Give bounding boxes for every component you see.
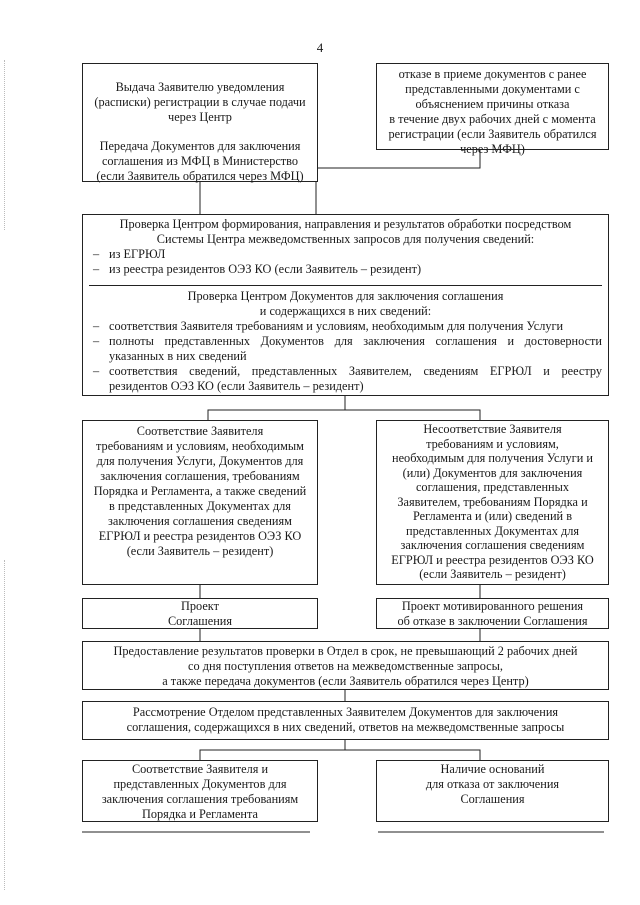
results-transfer-box: [82, 641, 609, 690]
noncompliance-line: соглашения, представленных: [415, 480, 570, 494]
refusal-notice-line-5: регистрации (если Заявитель обратился: [388, 127, 597, 141]
compliance-line: ЕГРЮЛ и реестра резидентов ОЭЗ КО: [98, 529, 302, 543]
compliance-line: в представленных Документах для: [109, 499, 291, 513]
notification-line-3: через Центр: [168, 110, 232, 124]
compliance-line: заключения соглашения, требованиям: [100, 469, 300, 483]
noncompliance-line: требованиям и условиям,: [426, 436, 559, 451]
margin-dots-top: [4, 60, 7, 230]
refusal-notice-line-1: отказе в приеме документов с ранее: [398, 67, 587, 81]
final-compliance-line: представленных Документов для: [113, 777, 287, 791]
documents-title-1: Проверка Центром Документов для заключения соглашения: [187, 289, 504, 303]
results-line-2: со дня поступления ответов на межведомственные запросы,: [188, 659, 503, 673]
noncompliance-line: ЕГРЮЛ и реестра резидентов ОЭЗ КО: [391, 552, 594, 567]
transfer-line-1: Передача Документов для заключения: [99, 139, 301, 153]
transfer-line-3: (если Заявитель обратился через МФЦ): [96, 169, 304, 183]
draft-refusal-line-1: Проект мотивированного решения: [401, 599, 584, 613]
margin-dots-bottom: [4, 560, 7, 890]
draft-agreement-line-1: Проект: [181, 599, 219, 613]
registry-list: [89, 247, 602, 277]
results-line-3: а также передача документов (если Заявитель обратился через Центр): [162, 674, 529, 688]
noncompliance-line: (или) Документов для заключения: [402, 465, 583, 480]
noncompliance-box: [376, 420, 609, 585]
connector-final-split: [200, 750, 480, 760]
registry-item: – из реестра резидентов ОЭЗ КО (если Заявитель – резидент): [89, 262, 602, 277]
compliance-line: заключения соглашения сведениям: [108, 514, 292, 528]
refusal-notice-line-2: представленными документами с: [405, 82, 580, 96]
department-review-box: [82, 701, 609, 740]
documents-check-list: [89, 319, 602, 394]
compliance-line: (если Заявитель – резидент): [126, 544, 274, 558]
refusal-notice-line-4: в течение двух рабочих дней с момента: [389, 112, 596, 126]
noncompliance-line: Несоответствие Заявителя: [423, 422, 562, 436]
draft-refusal-line-2: об отказе в заключении Соглашения: [397, 614, 588, 628]
draft-agreement-line-2: Соглашения: [167, 614, 233, 628]
verification-box: [82, 214, 609, 396]
notification-line-1: Выдача Заявителю уведомления: [115, 80, 285, 94]
documents-check-item: – полноты представленных Документов для заключения соглашения и достоверности указанных в них сведений: [89, 334, 602, 364]
refusal-grounds-line: Наличие оснований: [440, 762, 545, 776]
verification-title-1: Проверка Центром формирования, направления и результатов обработки посредством: [119, 217, 572, 231]
review-line-2: соглашения, содержащихся в них сведений, ответов на межведомственные запросы: [126, 720, 565, 734]
verification-divider: [89, 285, 602, 286]
draft-agreement-box: [82, 598, 318, 629]
final-compliance-box: [82, 760, 318, 822]
compliance-line: для получения Услуги, Документов для: [96, 454, 304, 468]
results-line-1: Предоставление результатов проверки в Отдел в срок, не превышающий 2 рабочих дней: [113, 644, 578, 658]
transfer-line-2: соглашения из МФЦ в Министерство: [101, 154, 299, 168]
refusal-notice-box: [376, 63, 609, 156]
notification-transfer-box: [82, 63, 318, 182]
refusal-grounds-line: для отказа от заключения: [425, 777, 560, 791]
refusal-notice-line-3: объяснением причины отказа: [415, 97, 570, 111]
documents-title-2: и содержащихся в них сведений:: [259, 304, 432, 318]
noncompliance-line: Регламента и (или) сведений в: [412, 509, 573, 523]
notification-line-2: (расписки) регистрации в случае подачи: [94, 95, 306, 109]
final-compliance-line: Порядка и Регламента: [141, 807, 258, 821]
noncompliance-line: заключения соглашения сведениям: [400, 538, 585, 552]
refusal-grounds-box: [376, 760, 609, 822]
verification-title-2: Системы Центра межведомственных запросов для получения сведений:: [156, 232, 535, 246]
compliance-box: [82, 420, 318, 585]
noncompliance-line: Заявителем, требованиям Порядка и: [397, 494, 588, 509]
noncompliance-line: представленных Документах для: [405, 523, 579, 538]
refusal-notice-line-6: через МФЦ): [460, 142, 525, 156]
registry-item: – из ЕГРЮЛ: [89, 247, 602, 262]
final-compliance-line: заключения соглашения требованиям: [101, 792, 299, 806]
refusal-grounds-line: Соглашения: [460, 792, 525, 806]
page-number: 4: [316, 40, 324, 55]
final-compliance-line: Соответствие Заявителя и: [131, 762, 269, 776]
noncompliance-line: необходимым для получения Услуги и: [392, 451, 593, 465]
compliance-line: Порядка и Регламента, а также сведений: [93, 484, 307, 498]
draft-refusal-box: [376, 598, 609, 629]
connector-box2-check: [316, 150, 480, 214]
compliance-line: Соответствие Заявителя: [136, 424, 264, 438]
documents-check-item: – соответствия Заявителя требованиям и условиям, необходимым для получения Услуги: [89, 319, 602, 334]
connector-split: [208, 410, 480, 420]
review-line-1: Рассмотрение Отделом представленных Заявителем Документов для заключения: [132, 705, 559, 719]
noncompliance-line: (если Заявитель – резидент): [419, 567, 566, 581]
compliance-line: требованиям и условиям, необходимым: [96, 439, 304, 453]
documents-check-item: – соответствия сведений, представленных Заявителем, сведениям ЕГРЮЛ и реестру резидентов ОЭЗ КО (если Заявитель – резидент): [89, 364, 602, 394]
